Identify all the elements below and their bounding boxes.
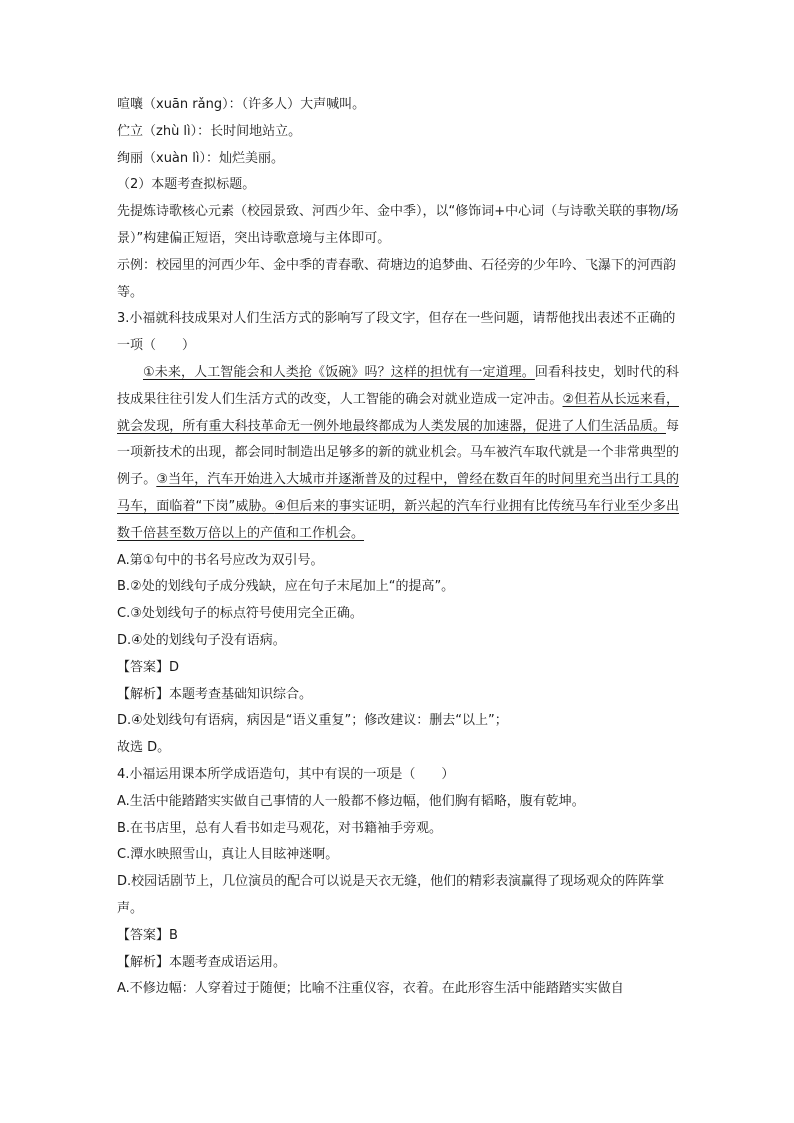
option-b: B.在书店里，总有人看书如走马观花，对书籍袖手旁观。 [117,820,443,836]
text-paragraph: 示例：校园里的河西少年、金中季的青春歌、荷塘边的追梦曲、石径旁的少年吟、飞瀑下的河西韵等。 [117,257,677,300]
conclusion: 故选 D。 [117,740,171,756]
option-c: C.③处划线句子的标点符号使用完全正确。 [117,606,363,622]
underlined-sentence-4: ④但后来的事实证明，新兴起的汽车行业拥有比传统马车行业至少多出数千倍甚至数万倍以上的产值和工作机会。 [117,498,679,541]
answer-label: 【答案】D [117,659,180,675]
passage-text: 回看科技史，划时代的科技成果往往引发人们生活方式的改变，人工智能的确会对就业造成一定冲击。 [117,364,679,407]
option-b: B.②处的划线句子成分残缺，应在句子末尾加上“的提高”。 [117,579,455,595]
text-line: 绚丽（xuàn lì）：灿烂美丽。 [117,150,284,166]
underlined-sentence-2: ②但若从长远来看，就会发现，所有重大科技革命无一例外地最终都成为人类发展的加速器，促进了人们生活品质。 [117,391,679,434]
text-paragraph: 先提炼诗歌核心元素（校园景致、河西少年、金中季），以“修饰词+中心词（与诗歌关联的事物/场景）”构建偏正短语，突出诗歌意境与主体即可。 [117,204,679,246]
passage-text: 每一项新技术的出现，都会同时制造出足够多的新的就业机会。马车被汽车取代就是一个非常典型的例子。 [117,418,679,488]
analysis-detail: A.不修边幅：人穿着过于随便；比喻不注重仪容，衣着。在此形容生活中能踏踏实实做自 [117,981,624,997]
question-4-stem: 4.小福运用课本所学成语造句，其中有误的一项是（ ） [117,766,455,782]
underlined-sentence-3: ③当年，汽车开始进入大城市并逐渐普及的过程中，曾经在数百年的时间里充当出行工具的马车，面临着“下岗”威胁。 [117,472,679,514]
option-d: D.④处的划线句子没有语病。 [117,632,286,648]
option-d: D.校园话剧节上，几位演员的配合可以说是天衣无缝，他们的精彩表演赢得了现场观众的阵阵掌声。 [117,874,665,916]
text-line: （2）本题考查拟标题。 [117,177,256,193]
option-c: C.潭水映照雪山，真让人目眩神迷啊。 [117,847,339,863]
option-a: A.第①句中的书名号应改为双引号。 [117,552,324,568]
answer-label: 【答案】B [117,927,178,943]
document-page [117,92,679,1003]
text-line: 伫立（zhù lì）：长时间地站立。 [117,123,302,139]
underlined-sentence-1: ①未来，人工智能会和人类抢《饭碗》吗？这样的担忧有一定道理。 [143,364,535,380]
analysis-detail: D.④处划线句有语病，病因是“语义重复”；修改建议：删去“以上”； [117,713,508,729]
analysis-label: 【解析】本题考查成语运用。 [117,954,287,970]
question-3-stem: 3.小福就科技成果对人们生活方式的影响写了段文字，但存在一些问题，请帮他找出表述不正确的一项（ ） [117,311,676,354]
text-line: 喧嚷（xuān rǎng）：（许多人）大声喊叫。 [117,97,366,112]
passage-paragraph [117,360,679,548]
analysis-label: 【解析】本题考查基础知识综合。 [117,686,313,702]
option-a: A.生活中能踏踏实实做自己事情的人一般都不修边幅，他们胸有韬略，腹有乾坤。 [117,793,585,809]
